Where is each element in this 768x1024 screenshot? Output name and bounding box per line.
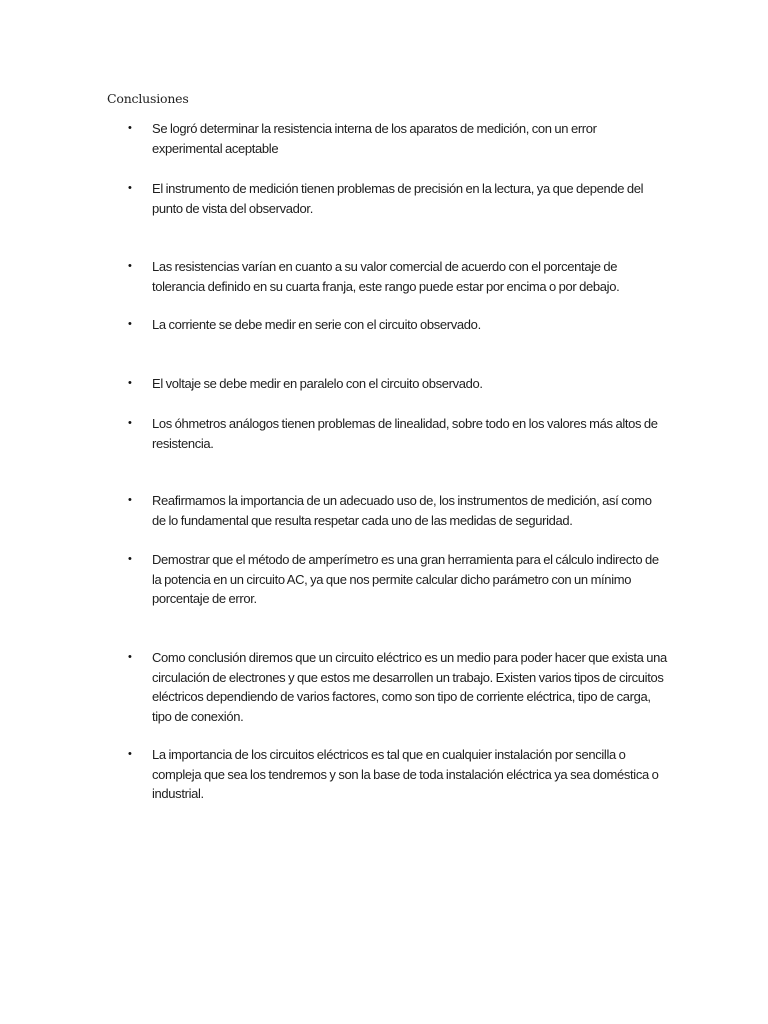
list-item-text: Se logró determinar la resistencia interna de los aparatos de medición, con un error experimental aceptable bbox=[152, 121, 597, 156]
list-item bbox=[128, 119, 668, 158]
list-item bbox=[128, 745, 668, 804]
bullet-icon: • bbox=[128, 318, 132, 330]
bullet-icon: • bbox=[128, 417, 132, 429]
list-item bbox=[128, 374, 668, 394]
bullet-icon: • bbox=[128, 260, 132, 272]
list-item bbox=[128, 648, 668, 726]
bullet-icon: • bbox=[128, 494, 132, 506]
list-item bbox=[128, 257, 668, 296]
bullet-icon: • bbox=[128, 748, 132, 760]
list-item bbox=[128, 491, 668, 530]
bullet-icon: • bbox=[128, 122, 132, 134]
list-item-text: Reafirmamos la importancia de un adecuado uso de, los instrumentos de medición, así como de lo fundamental que resulta respetar cada uno de las medidas de seguridad. bbox=[152, 493, 652, 528]
list-item-text: Los óhmetros análogos tienen problemas de linealidad, sobre todo en los valores más altos de resistencia. bbox=[152, 416, 658, 451]
list-item bbox=[128, 179, 668, 218]
list-item-text: La importancia de los circuitos eléctricos es tal que en cualquier instalación por sencilla o compleja que sea los tendremos y son la base de toda instalación eléctrica ya sea doméstica o industrial. bbox=[152, 747, 659, 801]
list-item-text: Como conclusión diremos que un circuito eléctrico es un medio para poder hacer que exista una circulación de electrones y que estos me desarrollen un trabajo. Existen varios tipos de circuitos eléctricos dependiendo de varios factores, como son tipo de corriente eléctrica, tipo de carga, tipo de conexión. bbox=[152, 650, 667, 724]
bullet-icon: • bbox=[128, 553, 132, 565]
bullet-icon: • bbox=[128, 651, 132, 663]
list-item-text: La corriente se debe medir en serie con el circuito observado. bbox=[152, 317, 481, 332]
list-item bbox=[128, 315, 668, 335]
bullet-icon: • bbox=[128, 182, 132, 194]
list-item-text: Las resistencias varían en cuanto a su valor comercial de acuerdo con el porcentaje de tolerancia definido en su cuarta franja, este rango puede estar por encima o por debajo. bbox=[152, 259, 620, 294]
list-item bbox=[128, 414, 668, 453]
list-item-text: El instrumento de medición tienen problemas de precisión en la lectura, ya que depende del punto de vista del observador. bbox=[152, 181, 644, 216]
list-item-text: El voltaje se debe medir en paralelo con el circuito observado. bbox=[152, 376, 483, 391]
page-title: Conclusiones bbox=[107, 91, 189, 106]
list-item-text: Demostrar que el método de amperímetro es una gran herramienta para el cálculo indirecto de la potencia en un circuito AC, ya que nos permite calcular dicho parámetro con un mínimo porcentaje de error. bbox=[152, 552, 659, 606]
bullet-icon: • bbox=[128, 377, 132, 389]
list-item bbox=[128, 550, 668, 609]
